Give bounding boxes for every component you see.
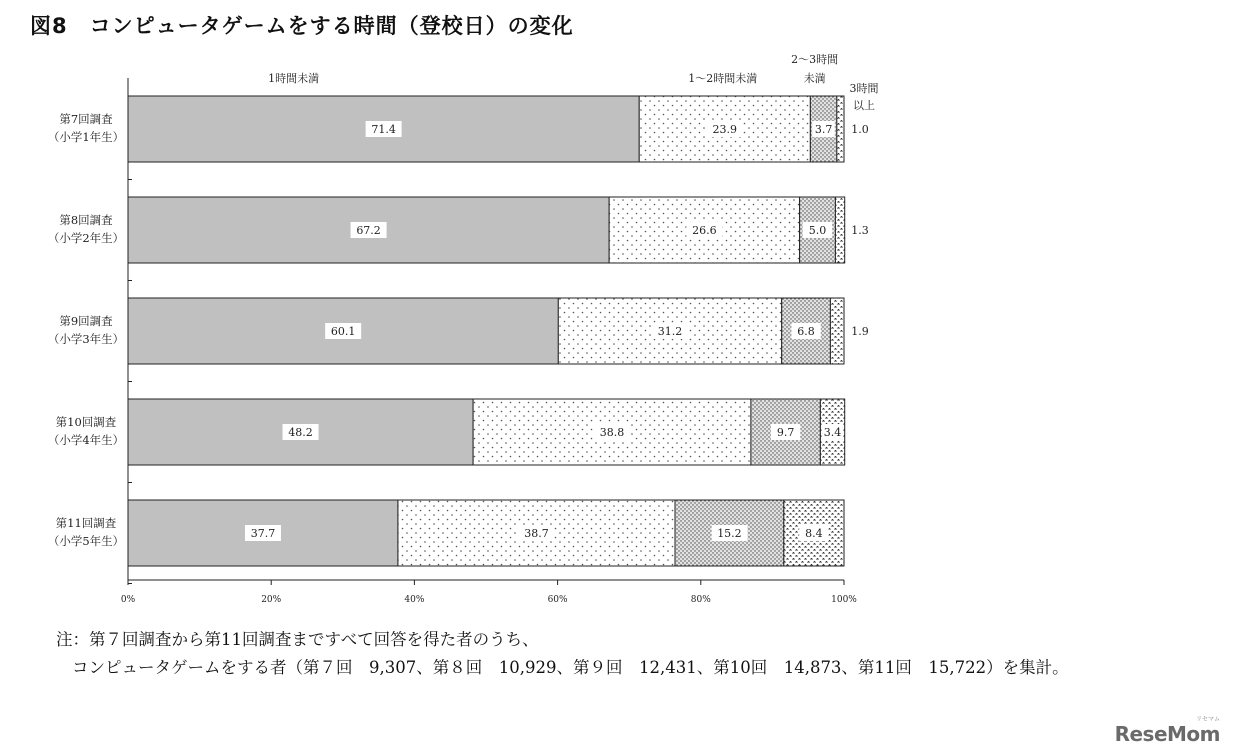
value-label: 3.7 (814, 123, 833, 136)
category-sublabel: （小学1年生） (47, 130, 125, 144)
category-label: 第10回調査 (55, 415, 117, 429)
value-label: 31.2 (657, 325, 683, 338)
footnote-line-2: コンピュータゲームをする者（第７回 9,307、第８回 10,929、第９回 12,431、第10回 14,873、第11回 15,722）を集計。 (72, 658, 1069, 677)
category-sublabel: （小学2年生） (47, 231, 125, 245)
value-label: 26.6 (692, 224, 717, 237)
legend-label-series-3-line2: 未満 (803, 72, 826, 85)
category-sublabel: （小学5年生） (47, 534, 125, 548)
legend-label-series-3: 2～3時間 (791, 53, 839, 66)
value-label: 9.7 (776, 426, 795, 439)
resemom-logo: ReseMom (1114, 722, 1220, 746)
value-label: 23.9 (712, 123, 738, 136)
value-label: 71.4 (371, 123, 396, 136)
category-sublabel: （小学3年生） (47, 332, 125, 346)
value-label: 15.2 (717, 527, 742, 540)
x-tick-label: 100% (831, 595, 857, 605)
value-label: 38.7 (524, 527, 549, 540)
x-tick-label: 60% (547, 595, 568, 605)
value-label: 60.1 (330, 325, 356, 338)
value-label: 8.4 (805, 527, 823, 540)
value-label: 67.2 (356, 224, 381, 237)
x-tick-label: 40% (404, 595, 425, 605)
chart-title: 図8 コンピュータゲームをする時間（登校日）の変化 (30, 14, 574, 38)
value-label: 3.4 (823, 426, 842, 439)
bars-layer (128, 96, 845, 566)
category-label: 第7回調査 (59, 112, 113, 126)
category-label: 第9回調査 (59, 314, 113, 328)
legend-label-series-4: 3時間 (849, 82, 879, 95)
value-label: 6.8 (797, 325, 815, 338)
value-label: 1.0 (851, 123, 869, 136)
legend-label-series-2: 1～2時間未満 (688, 72, 758, 85)
logo-subtext: リセマム (1196, 716, 1220, 723)
legend-label-series-4-line2: 以上 (853, 99, 875, 112)
value-label: 38.8 (599, 426, 625, 439)
x-tick-label: 0% (120, 595, 136, 605)
x-tick-label: 20% (261, 595, 282, 605)
footnote-line-1: 注：第７回調査から第11回調査まですべて回答を得た者のうち、 (56, 630, 539, 649)
category-sublabel: （小学4年生） (47, 433, 125, 447)
x-tick-label: 80% (690, 595, 711, 605)
value-label: 1.9 (851, 325, 869, 338)
category-label: 第8回調査 (59, 213, 113, 227)
value-label: 5.0 (808, 224, 827, 237)
bar-segment (837, 96, 844, 162)
bar-segment (835, 197, 844, 263)
value-label: 48.2 (288, 426, 313, 439)
value-label: 37.7 (250, 527, 276, 540)
value-label: 1.3 (851, 224, 869, 237)
bar-segment (830, 298, 844, 364)
category-label: 第11回調査 (55, 516, 117, 530)
legend-label-series-1: 1時間未満 (268, 72, 320, 85)
